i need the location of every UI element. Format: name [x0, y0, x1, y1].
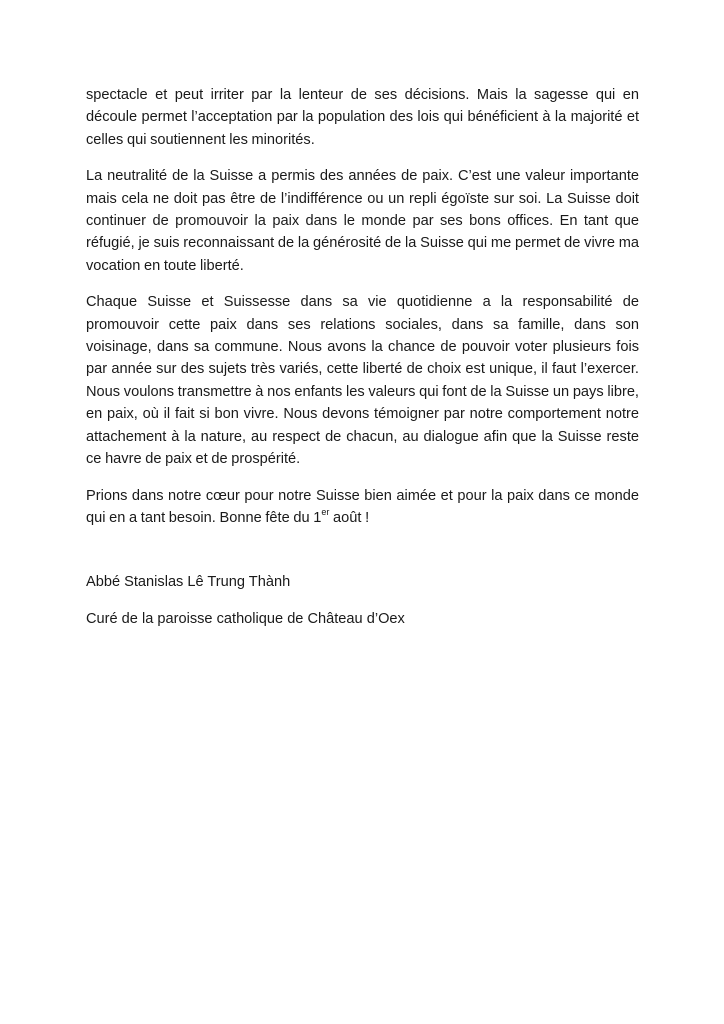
paragraph-2: La neutralité de la Suisse a permis des années de paix. C’est une valeur importante mais cela ne doit pas être de l’indifférence ou un repli égoïste sur soi. La Suisse doit continuer de promouvoir la paix dans le monde par ses bons offices. En tant que réfugié, je suis reconnaissant de la générosité de la Suisse qui me permet de vivre ma vocation en toute liberté.: [86, 168, 639, 274]
closing-text-end: août !: [329, 509, 370, 526]
paragraph-3: Chaque Suisse et Suissesse dans sa vie quotidienne a la responsabilité de promouvoir cette paix dans ses relations sociales, dans sa famille, dans son voisinage, dans sa commune. Nous avons la chance de pouvoir voter plusieurs fois par année sur des sujets très variés, cette liberté de choix est unique, il faut l’exercer. Nous voulons transmettre à nos enfants les valeurs qui font de la Suisse un pays libre, en paix, où il fait si bon vivre. Nous devons témoigner par notre comportement notre attachement à la nature, au respect de chacun, au dialogue afin que la Suisse reste ce havre de paix et de prospérité.: [86, 294, 639, 468]
signature-title: Curé de la paroisse catholique de Château d’Oex: [86, 610, 405, 627]
signature-name: Abbé Stanislas Lê Trung Thành: [86, 574, 291, 591]
ordinal-superscript: er: [321, 507, 330, 518]
paragraph-1: spectacle et peut irriter par la lenteur de ses décisions. Mais la sagesse qui en découle permet l’acceptation par la population des lois qui bénéficient à la majorité et celles qui soutiennent les minorités.: [86, 87, 639, 148]
document-page: [86, 84, 639, 644]
paragraph-closing: [86, 485, 639, 530]
signature-block: [86, 571, 639, 630]
closing-text: Prions dans notre cœur pour notre Suisse bien aimée et pour la paix dans ce monde qui en a tant besoin. Bonne fête du 1: [86, 487, 639, 526]
